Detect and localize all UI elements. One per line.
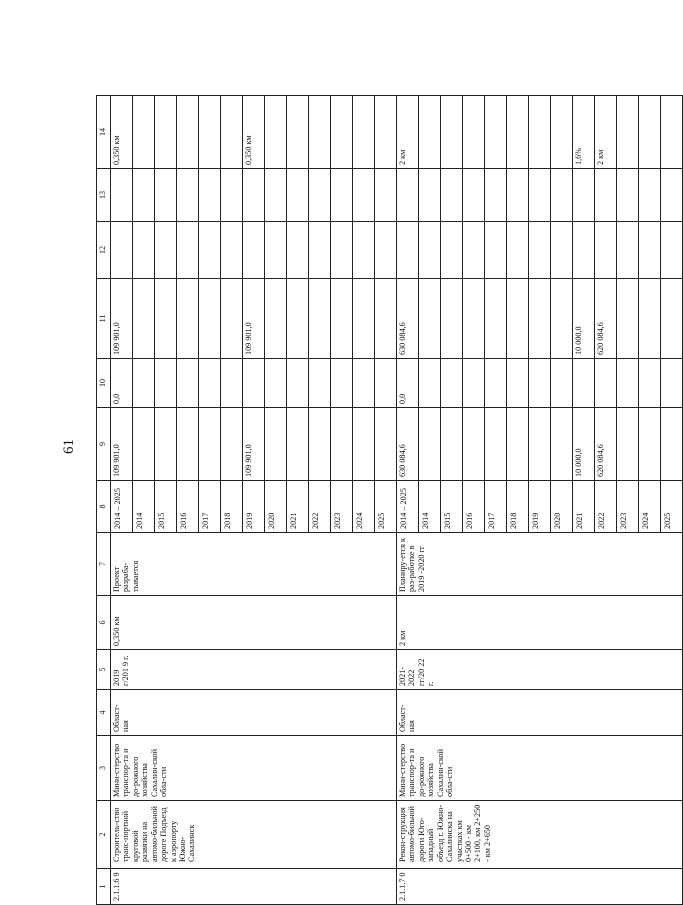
year-col-13 — [463, 169, 485, 222]
column-number-row — [97, 96, 111, 905]
year-col-10 — [441, 359, 463, 408]
year-col-13 — [353, 169, 375, 222]
total-col-12 — [397, 222, 419, 279]
year-col-10 — [287, 359, 309, 408]
year-col-10 — [595, 359, 617, 408]
year-col-13 — [177, 169, 199, 222]
level: Област-ная — [397, 690, 683, 736]
year-cell: 2017 — [485, 481, 507, 533]
year-col-11 — [551, 279, 573, 359]
year-col-13 — [595, 169, 617, 222]
year-col-14 — [617, 96, 639, 169]
year-col-11 — [221, 279, 243, 359]
level: Област-ная — [111, 690, 397, 736]
year-col-10 — [221, 359, 243, 408]
year-col-10 — [419, 359, 441, 408]
total-col-12 — [111, 222, 133, 279]
year-col-13 — [661, 169, 683, 222]
year-cell: 2019 — [243, 481, 265, 533]
column-number: 12 — [97, 222, 111, 279]
year-cell: 2025 — [661, 481, 683, 533]
year-col-11 — [199, 279, 221, 359]
year-col-10 — [199, 359, 221, 408]
year-col-9 — [463, 408, 485, 481]
year-col-9 — [529, 408, 551, 481]
year-col-9 — [177, 408, 199, 481]
year-cell: 2019 — [529, 481, 551, 533]
year-col-12 — [221, 222, 243, 279]
year-col-11 — [617, 279, 639, 359]
column-number: 9 — [97, 408, 111, 481]
year-col-10 — [617, 359, 639, 408]
year-col-13 — [331, 169, 353, 222]
year-cell: 2016 — [177, 481, 199, 533]
year-col-12 — [331, 222, 353, 279]
year-col-10 — [309, 359, 331, 408]
year-col-12 — [617, 222, 639, 279]
year-col-14 — [265, 96, 287, 169]
year-col-10 — [133, 359, 155, 408]
total-col-11: 630 084,6 — [397, 279, 419, 359]
year-col-11 — [639, 279, 661, 359]
year-col-9 — [331, 408, 353, 481]
column-number: 2 — [97, 801, 111, 869]
year-col-9 — [287, 408, 309, 481]
year-cell: 2023 — [331, 481, 353, 533]
column-number: 6 — [97, 596, 111, 650]
year-col-10 — [265, 359, 287, 408]
year-col-11 — [529, 279, 551, 359]
year-col-11: 620 084,6 — [595, 279, 617, 359]
year-col-12 — [243, 222, 265, 279]
column-number: 5 — [97, 650, 111, 690]
table-row — [397, 96, 419, 905]
total-col-14: 0,350 км — [111, 96, 133, 169]
year-cell: 2018 — [507, 481, 529, 533]
year-col-13 — [441, 169, 463, 222]
total-col-10: 0,0 — [111, 359, 133, 408]
year-col-14 — [639, 96, 661, 169]
year-col-12 — [463, 222, 485, 279]
column-number: 1 — [97, 869, 111, 905]
year-col-12 — [485, 222, 507, 279]
capacity: 0,350 км — [111, 596, 397, 650]
year-col-11 — [375, 279, 397, 359]
year-col-10 — [661, 359, 683, 408]
year-col-9 — [507, 408, 529, 481]
year-col-12 — [199, 222, 221, 279]
year-col-10 — [243, 359, 265, 408]
year-col-11 — [265, 279, 287, 359]
year-col-11: 10 000,0 — [573, 279, 595, 359]
capacity: 2 км — [397, 596, 683, 650]
year-col-14 — [133, 96, 155, 169]
year-col-14 — [375, 96, 397, 169]
year-col-11: 109 901,0 — [243, 279, 265, 359]
year-col-9: 109 901,0 — [243, 408, 265, 481]
year-col-10 — [155, 359, 177, 408]
period-total: 2014 – 2025 — [111, 481, 133, 533]
year-col-10 — [507, 359, 529, 408]
year-col-14 — [331, 96, 353, 169]
year-col-13 — [639, 169, 661, 222]
year-col-9 — [661, 408, 683, 481]
year-cell: 2015 — [155, 481, 177, 533]
year-col-14 — [309, 96, 331, 169]
year-col-9 — [617, 408, 639, 481]
year-col-9: 620 084,6 — [595, 408, 617, 481]
year-col-12 — [661, 222, 683, 279]
row-id: 2.1.1.7 0 — [397, 869, 683, 905]
year-col-14 — [353, 96, 375, 169]
year-col-9 — [639, 408, 661, 481]
year-cell: 2014 — [419, 481, 441, 533]
year-col-13 — [551, 169, 573, 222]
column-number: 7 — [97, 533, 111, 596]
status: Проект разраба-тывается — [111, 533, 397, 596]
year-col-9 — [485, 408, 507, 481]
year-col-14 — [551, 96, 573, 169]
total-col-13 — [397, 169, 419, 222]
year-cell: 2024 — [353, 481, 375, 533]
year-cell: 2022 — [309, 481, 331, 533]
total-col-11: 109 901,0 — [111, 279, 133, 359]
year-col-11 — [287, 279, 309, 359]
year-col-11 — [309, 279, 331, 359]
year-col-13 — [265, 169, 287, 222]
year-col-14 — [463, 96, 485, 169]
year-col-13 — [155, 169, 177, 222]
table-row — [111, 96, 133, 905]
year-col-13 — [133, 169, 155, 222]
column-number: 3 — [97, 736, 111, 801]
year-col-14: 1,6% — [573, 96, 595, 169]
year-col-11 — [661, 279, 683, 359]
year-col-13 — [419, 169, 441, 222]
year-col-10 — [353, 359, 375, 408]
year-col-11 — [155, 279, 177, 359]
year-col-13 — [221, 169, 243, 222]
year-col-9 — [551, 408, 573, 481]
year-col-14 — [507, 96, 529, 169]
executor: Мини-стерство транспор-та и до-рожного хозяйства Сахалин-ской обла-сти — [111, 736, 397, 801]
year-col-9 — [419, 408, 441, 481]
year-col-13 — [375, 169, 397, 222]
year-col-13 — [617, 169, 639, 222]
year-col-13 — [507, 169, 529, 222]
program-table — [96, 95, 683, 905]
year-col-14 — [661, 96, 683, 169]
year-col-14 — [441, 96, 463, 169]
year-col-11 — [419, 279, 441, 359]
column-number: 11 — [97, 279, 111, 359]
row-id: 2.1.1.6 9 — [111, 869, 397, 905]
year-col-13 — [199, 169, 221, 222]
year-col-12 — [419, 222, 441, 279]
term: 2019 г/201 9 г. — [111, 650, 397, 690]
total-col-10: 0,0 — [397, 359, 419, 408]
column-number: 8 — [97, 481, 111, 533]
year-col-13 — [529, 169, 551, 222]
year-col-12 — [639, 222, 661, 279]
year-col-10 — [573, 359, 595, 408]
year-col-11 — [441, 279, 463, 359]
status: Планиру-ется к раз-работке в 2019 -2020 гг — [397, 533, 683, 596]
year-col-9: 10 000,0 — [573, 408, 595, 481]
year-col-9 — [353, 408, 375, 481]
year-cell: 2014 — [133, 481, 155, 533]
year-col-9 — [265, 408, 287, 481]
year-col-13 — [485, 169, 507, 222]
page-number: 61 — [61, 439, 77, 454]
year-col-11 — [507, 279, 529, 359]
object-name: Рекон-струкция автомо-бильной дороги Юго-западный объезд г. Южно-Сахалинска на участках км 0+500 - км 2+100, км 2+250 - км 2+650 — [397, 801, 683, 869]
year-col-11 — [133, 279, 155, 359]
year-col-12 — [441, 222, 463, 279]
year-col-12 — [265, 222, 287, 279]
year-col-9 — [133, 408, 155, 481]
year-col-12 — [177, 222, 199, 279]
column-number: 13 — [97, 169, 111, 222]
year-col-11 — [331, 279, 353, 359]
year-col-12 — [133, 222, 155, 279]
year-col-9 — [199, 408, 221, 481]
year-cell: 2017 — [199, 481, 221, 533]
year-col-14 — [419, 96, 441, 169]
year-col-10 — [463, 359, 485, 408]
year-cell: 2023 — [617, 481, 639, 533]
period-total: 2014 – 2025 — [397, 481, 419, 533]
year-cell: 2022 — [595, 481, 617, 533]
rotated-table-container — [96, 96, 672, 905]
total-col-9: 630 084,6 — [397, 408, 419, 481]
year-cell: 2020 — [551, 481, 573, 533]
year-cell: 2016 — [463, 481, 485, 533]
year-col-12 — [309, 222, 331, 279]
year-col-12 — [375, 222, 397, 279]
year-cell: 2020 — [265, 481, 287, 533]
year-col-12 — [287, 222, 309, 279]
year-col-12 — [155, 222, 177, 279]
year-cell: 2015 — [441, 481, 463, 533]
year-col-11 — [485, 279, 507, 359]
year-col-11 — [353, 279, 375, 359]
year-col-10 — [485, 359, 507, 408]
year-col-11 — [463, 279, 485, 359]
year-cell: 2024 — [639, 481, 661, 533]
total-col-13 — [111, 169, 133, 222]
term: 2021-2022 гг/20 22 г. — [397, 650, 683, 690]
total-col-9: 109 901,0 — [111, 408, 133, 481]
year-col-14 — [221, 96, 243, 169]
year-cell: 2021 — [287, 481, 309, 533]
year-col-14 — [177, 96, 199, 169]
year-col-12 — [353, 222, 375, 279]
year-col-13 — [309, 169, 331, 222]
year-col-10 — [331, 359, 353, 408]
year-col-9 — [221, 408, 243, 481]
year-col-14 — [485, 96, 507, 169]
year-col-12 — [573, 222, 595, 279]
year-col-10 — [529, 359, 551, 408]
year-col-10 — [177, 359, 199, 408]
year-col-10 — [551, 359, 573, 408]
year-cell: 2018 — [221, 481, 243, 533]
year-col-14 — [529, 96, 551, 169]
year-col-9 — [375, 408, 397, 481]
year-col-11 — [177, 279, 199, 359]
year-col-13 — [287, 169, 309, 222]
year-col-10 — [639, 359, 661, 408]
total-col-14: 2 км — [397, 96, 419, 169]
year-col-13 — [243, 169, 265, 222]
column-number: 4 — [97, 690, 111, 736]
year-col-12 — [507, 222, 529, 279]
executor: Мини-стерство транспор-та и до-рожного хозяйства Сахалин-ской обла-сти — [397, 736, 683, 801]
year-col-12 — [529, 222, 551, 279]
year-col-12 — [551, 222, 573, 279]
year-col-14: 0,350 км — [243, 96, 265, 169]
year-cell: 2021 — [573, 481, 595, 533]
year-col-10 — [375, 359, 397, 408]
object-name: Строитель-ство транс-портной круговой развязки на автомо-бильной дороге Подъезд к аэропорту Южно-Сахалинск — [111, 801, 397, 869]
year-col-14 — [199, 96, 221, 169]
year-col-12 — [595, 222, 617, 279]
year-col-14: 2 км — [595, 96, 617, 169]
column-number: 10 — [97, 359, 111, 408]
year-col-13 — [573, 169, 595, 222]
year-col-14 — [287, 96, 309, 169]
year-col-9 — [155, 408, 177, 481]
year-col-9 — [309, 408, 331, 481]
column-number: 14 — [97, 96, 111, 169]
year-col-14 — [155, 96, 177, 169]
year-col-9 — [441, 408, 463, 481]
year-cell: 2025 — [375, 481, 397, 533]
